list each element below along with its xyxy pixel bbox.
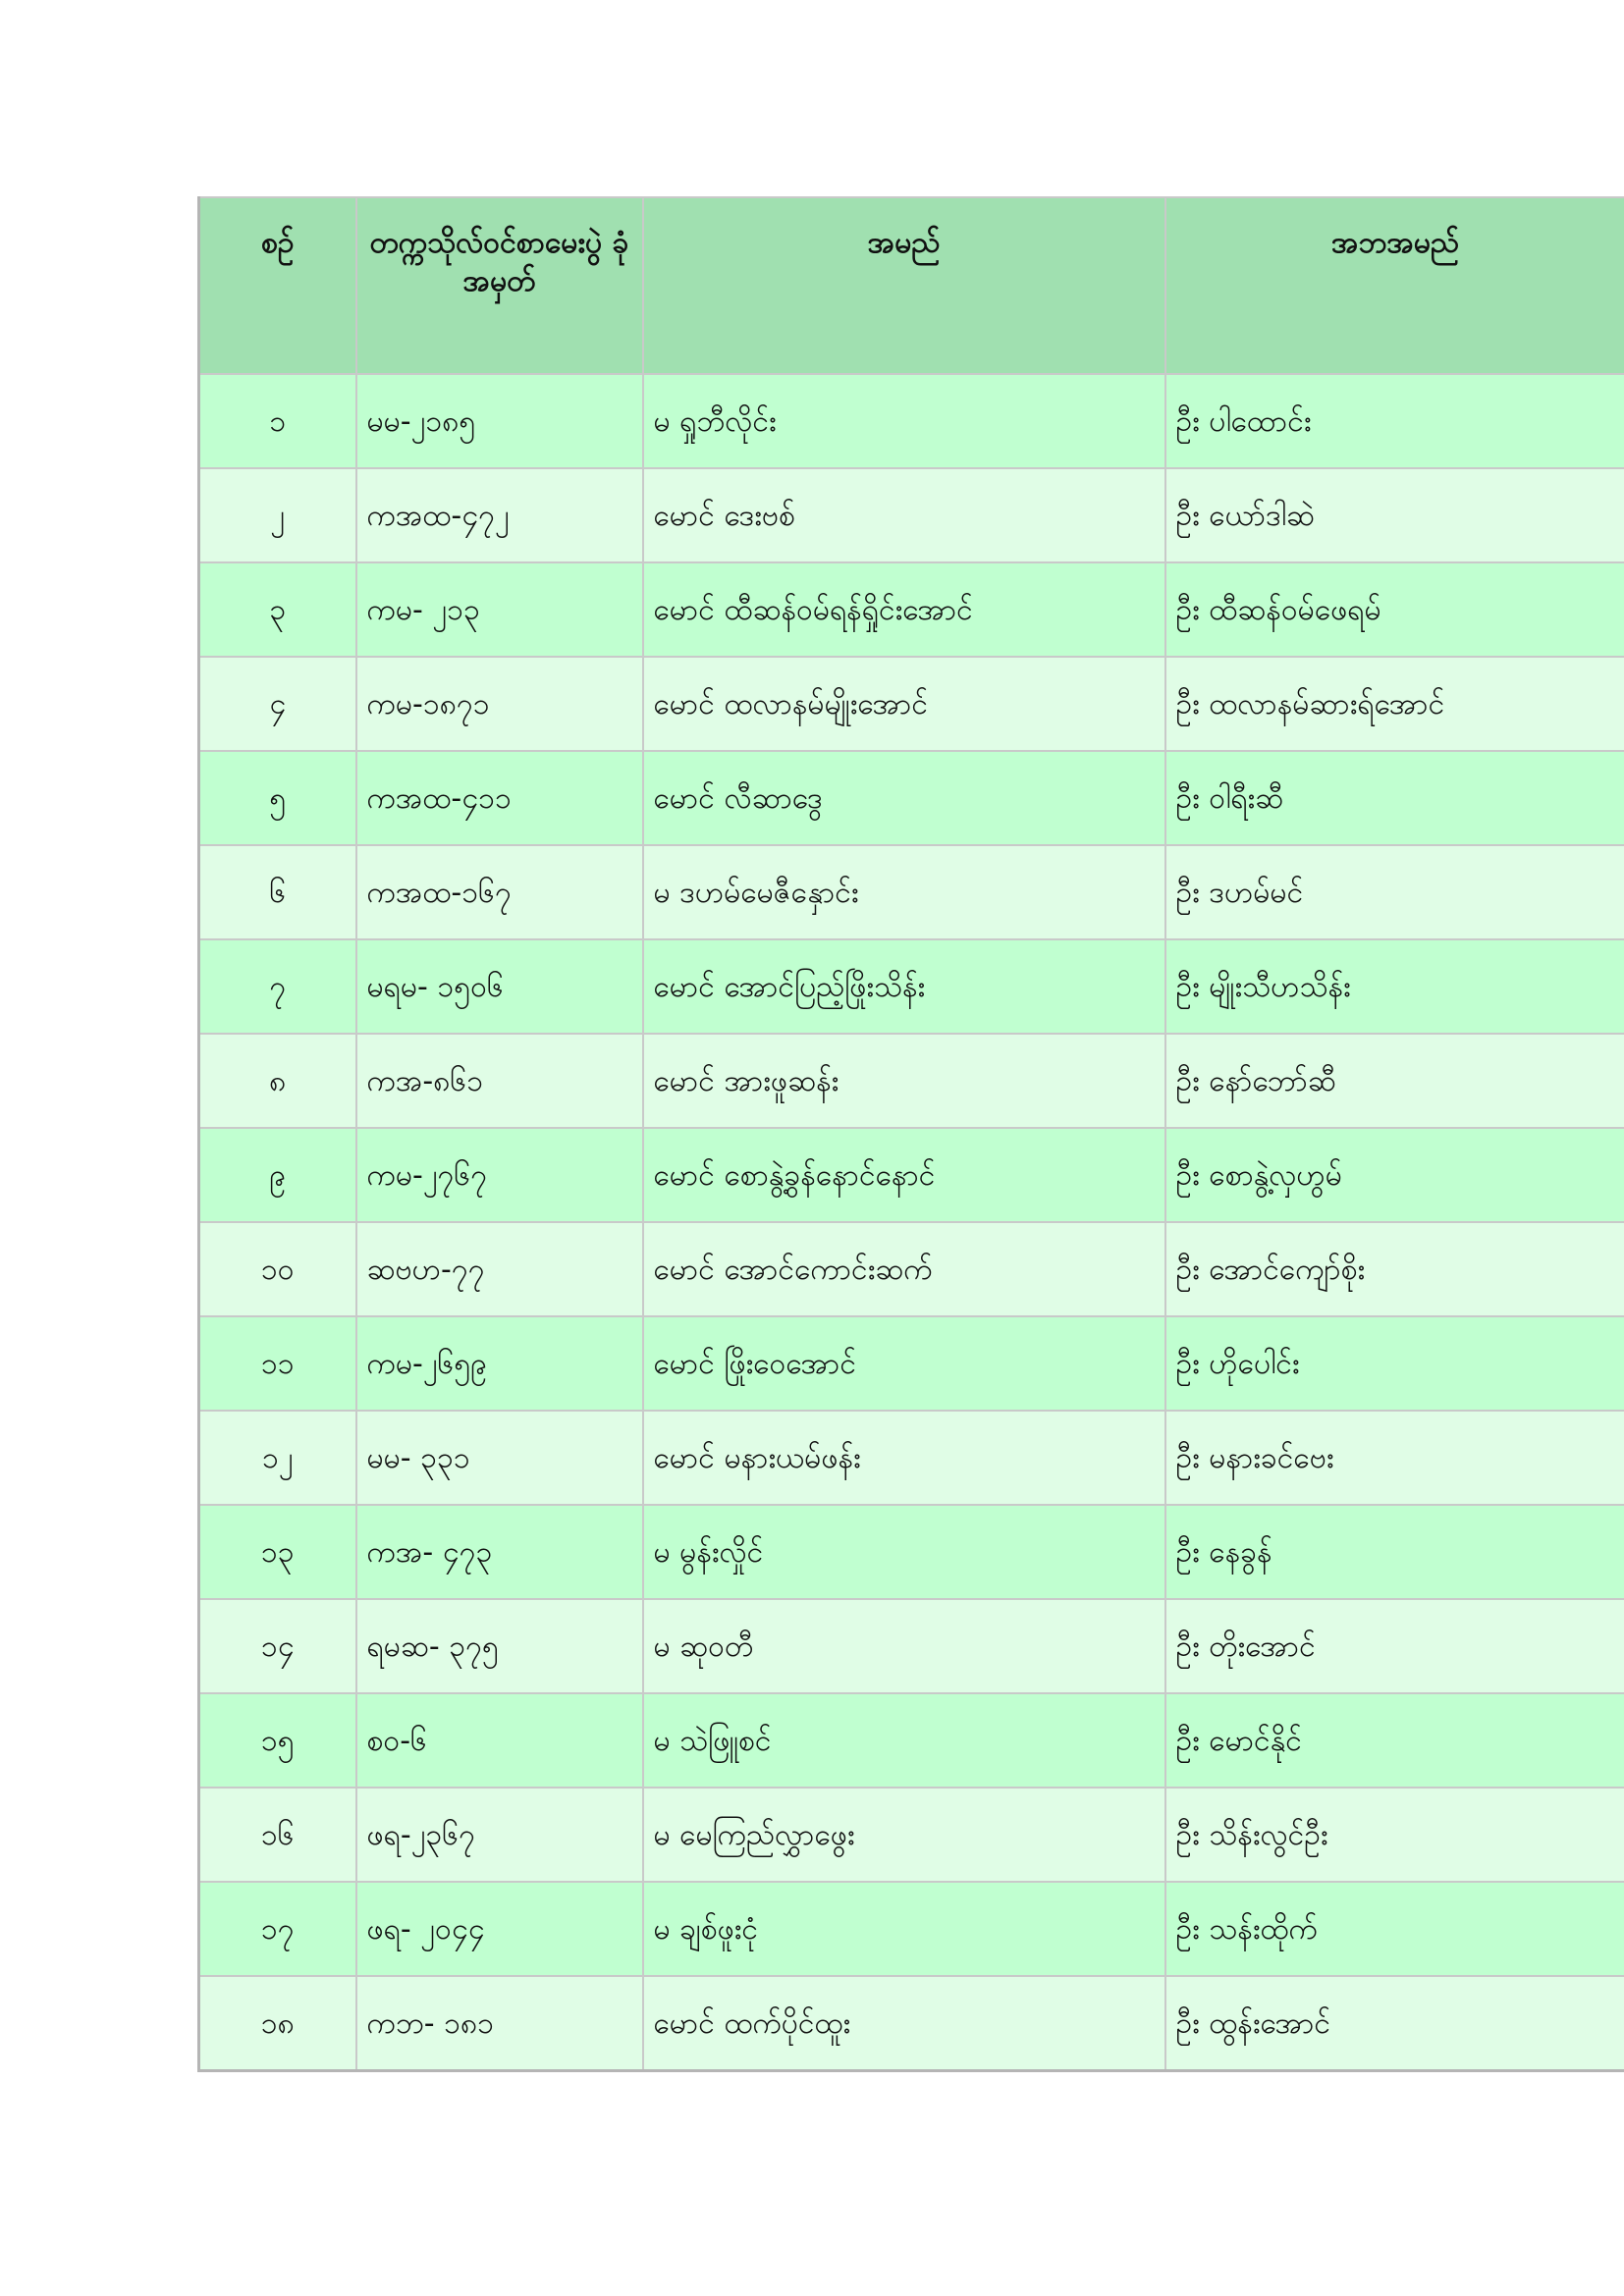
table-row	[199, 751, 1624, 845]
table-row	[199, 1411, 1624, 1505]
roll-number-cell: ဖရ-၂၃၆၇	[356, 1788, 643, 1882]
father-name-cell: ဦး မျိုးသီဟသိန်း	[1165, 939, 1624, 1034]
father-name-cell: ဦး ဝါရီးဆီ	[1165, 751, 1624, 845]
serial-number-cell: ၁၁	[199, 1316, 356, 1411]
header-serial-number: စဉ်	[199, 197, 356, 374]
father-name-cell: ဦး ထီဆန်ဝမ်ဖေရမ်	[1165, 562, 1624, 657]
serial-number-cell: ၁	[199, 374, 356, 468]
name-cell: မ ဆုဝတီ	[643, 1599, 1165, 1693]
results-table	[197, 196, 1624, 2072]
roll-number-cell: ကအထ-၄၇၂	[356, 468, 643, 562]
table-row	[199, 1128, 1624, 1222]
table-row	[199, 1222, 1624, 1316]
serial-number-cell: ၁၈	[199, 1976, 356, 2071]
roll-number-cell: ရမဆ- ၃၇၅	[356, 1599, 643, 1693]
father-name-cell: ဦး ယော်ဒါဆဲ	[1165, 468, 1624, 562]
name-cell: မ မေကြည်လွှာဖွေး	[643, 1788, 1165, 1882]
table-row	[199, 1693, 1624, 1788]
serial-number-cell: ၅	[199, 751, 356, 845]
name-cell: မောင် ထလာနမ်မျိုးအောင်	[643, 657, 1165, 751]
table-body	[199, 374, 1624, 2071]
roll-number-cell: ကဘ- ၁၈၁	[356, 1976, 643, 2071]
serial-number-cell: ၁၀	[199, 1222, 356, 1316]
serial-number-cell: ၈	[199, 1034, 356, 1128]
name-cell: မ သဲဖြူစင်	[643, 1693, 1165, 1788]
name-cell: မောင် ဖြိုးဝေအောင်	[643, 1316, 1165, 1411]
serial-number-cell: ၉	[199, 1128, 356, 1222]
roll-number-cell: မရမ- ၁၅၀၆	[356, 939, 643, 1034]
serial-number-cell: ၁၂	[199, 1411, 356, 1505]
roll-number-cell: ဖရ- ၂၀၄၄	[356, 1882, 643, 1976]
father-name-cell: ဦး ဒဟမ်မင်	[1165, 845, 1624, 939]
roll-number-cell: ကအထ-၄၁၁	[356, 751, 643, 845]
table-row	[199, 1316, 1624, 1411]
serial-number-cell: ၃	[199, 562, 356, 657]
serial-number-cell: ၁၇	[199, 1882, 356, 1976]
roll-number-cell: စဝ-၆	[356, 1693, 643, 1788]
table-row	[199, 1788, 1624, 1882]
table-row	[199, 1034, 1624, 1128]
name-cell: မောင် မနားယမ်ဖန်း	[643, 1411, 1165, 1505]
father-name-cell: ဦး အောင်ကျော်စိုး	[1165, 1222, 1624, 1316]
name-cell: မ ချစ်ဖူးငုံ	[643, 1882, 1165, 1976]
table-row	[199, 1976, 1624, 2071]
table-row	[199, 939, 1624, 1034]
roll-number-cell: ကမ-၁၈၇၁	[356, 657, 643, 751]
name-cell: မ မွန်းလှိုင်	[643, 1505, 1165, 1599]
table-row	[199, 845, 1624, 939]
header-row	[199, 197, 1624, 374]
name-cell: မောင် ထက်ပိုင်ထူး	[643, 1976, 1165, 2071]
father-name-cell: ဦး မောင်နိုင်	[1165, 1693, 1624, 1788]
father-name-cell: ဦး သိန်းလွင်ဦး	[1165, 1788, 1624, 1882]
table-row	[199, 1599, 1624, 1693]
roll-number-cell: ဆဗဟ-၇၇	[356, 1222, 643, 1316]
roll-number-cell: မမ- ၃၃၁	[356, 1411, 643, 1505]
table-row	[199, 374, 1624, 468]
header-roll-number: တက္ကသိုလ်ဝင်စာမေးပွဲ ခုံအမှတ်	[356, 197, 643, 374]
father-name-cell: ဦး ဟိုပေါင်း	[1165, 1316, 1624, 1411]
serial-number-cell: ၆	[199, 845, 356, 939]
serial-number-cell: ၇	[199, 939, 356, 1034]
father-name-cell: ဦး မနားခင်ဗေး	[1165, 1411, 1624, 1505]
father-name-cell: ဦး ပါထောင်း	[1165, 374, 1624, 468]
table-row	[199, 1882, 1624, 1976]
father-name-cell: ဦး ထွန်းအောင်	[1165, 1976, 1624, 2071]
name-cell: မောင် အောင်ပြည့်ဖြိုးသိန်း	[643, 939, 1165, 1034]
table-header	[199, 197, 1624, 374]
serial-number-cell: ၁၄	[199, 1599, 356, 1693]
table-row	[199, 468, 1624, 562]
name-cell: မောင် ဒေးဗစ်	[643, 468, 1165, 562]
serial-number-cell: ၄	[199, 657, 356, 751]
father-name-cell: ဦး သန်းထိုက်	[1165, 1882, 1624, 1976]
roll-number-cell: ကမ-၂၆၅၉	[356, 1316, 643, 1411]
header-father-name: အဘအမည်	[1165, 197, 1624, 374]
header-name: အမည်	[643, 197, 1165, 374]
roll-number-cell: ကအထ-၁၆၇	[356, 845, 643, 939]
name-cell: မောင် ထီဆန်ဝမ်ရန်ရှိုင်းအောင်	[643, 562, 1165, 657]
roll-number-cell: ကမ-၂၇၆၇	[356, 1128, 643, 1222]
serial-number-cell: ၁၃	[199, 1505, 356, 1599]
serial-number-cell: ၁၆	[199, 1788, 356, 1882]
name-cell: မောင် လီဆာဒွေ	[643, 751, 1165, 845]
roll-number-cell: မမ-၂၁၈၅	[356, 374, 643, 468]
table-row	[199, 657, 1624, 751]
father-name-cell: ဦး တိုးအောင်	[1165, 1599, 1624, 1693]
table-row	[199, 1505, 1624, 1599]
serial-number-cell: ၂	[199, 468, 356, 562]
roll-number-cell: ကအ- ၄၇၃	[356, 1505, 643, 1599]
name-cell: မ ရှုဘီလိုင်း	[643, 374, 1165, 468]
serial-number-cell: ၁၅	[199, 1693, 356, 1788]
roll-number-cell: ကအ-၈၆၁	[356, 1034, 643, 1128]
father-name-cell: ဦး နော်ဘော်ဆီ	[1165, 1034, 1624, 1128]
father-name-cell: ဦး နေခွန်	[1165, 1505, 1624, 1599]
father-name-cell: ဦး ထလာနမ်ဆားရ်အောင်	[1165, 657, 1624, 751]
roll-number-cell: ကမ- ၂၁၃	[356, 562, 643, 657]
table-row	[199, 562, 1624, 657]
name-cell: မ ဒဟမ်မေဇီနှောင်း	[643, 845, 1165, 939]
name-cell: မောင် အားဖူဆန်း	[643, 1034, 1165, 1128]
name-cell: မောင် အောင်ကောင်းဆက်	[643, 1222, 1165, 1316]
father-name-cell: ဦး စောနွဲ့လှဟွမ်	[1165, 1128, 1624, 1222]
name-cell: မောင် စောနွဲ့ခွန်နောင်နောင်	[643, 1128, 1165, 1222]
